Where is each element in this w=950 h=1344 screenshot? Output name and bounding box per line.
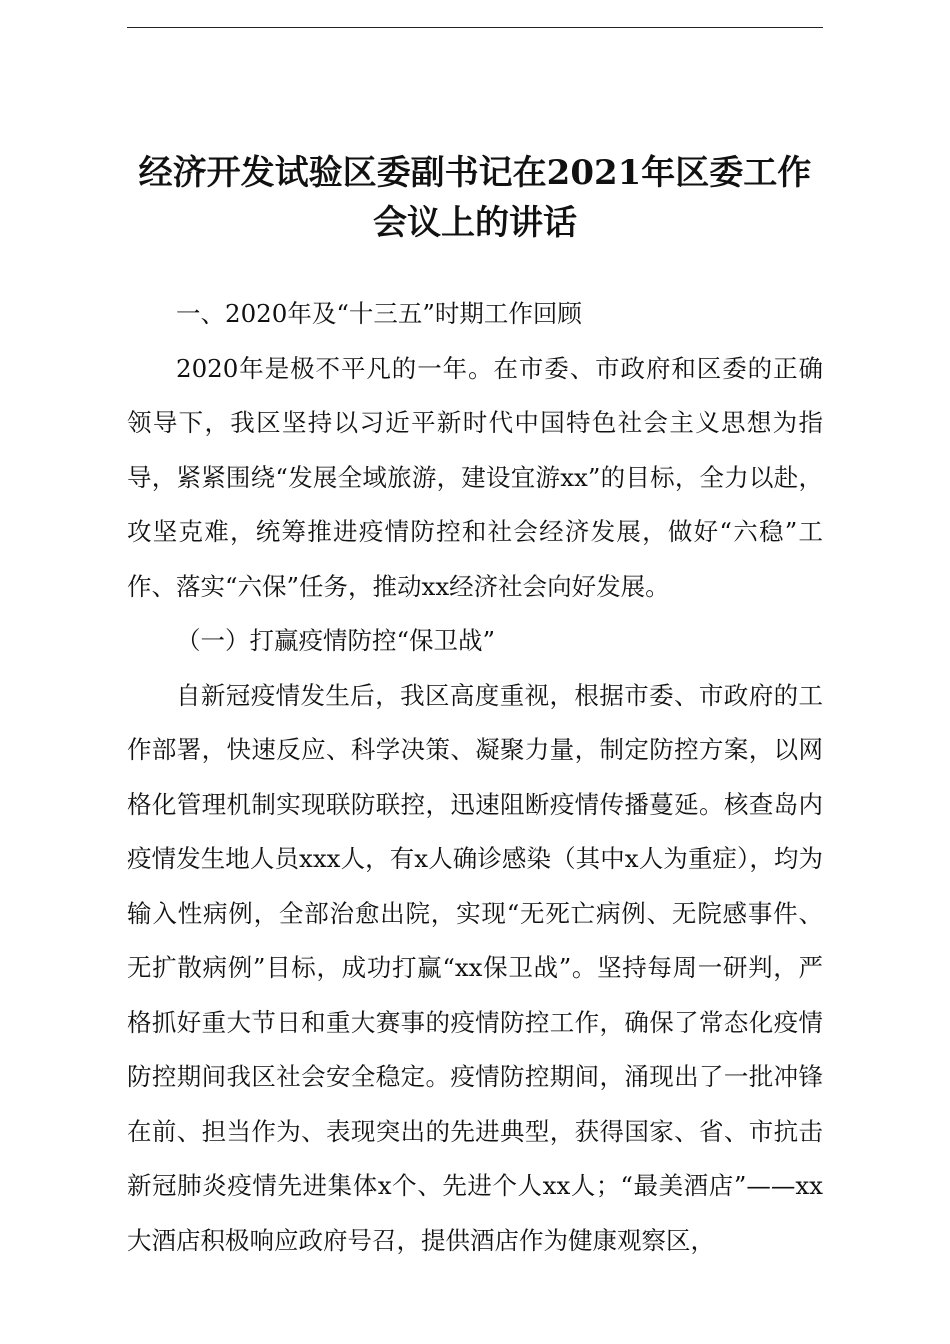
title-line-1: 经济开发试验区委副书记在2021年区委工作 <box>138 153 812 193</box>
paragraph: 2020年是极不平凡的一年。在市委、市政府和区委的正确领导下，我区坚持以习近平新时代中国特色社会主义思想为指导，紧紧围绕“发展全域旅游，建设宜游xx”的目标，全力以赴，攻坚克难，统筹推进疫情防控和社会经济发展，做好“六稳”工作、落实“六保”任务，推动xx经济社会向好发展。 <box>127 353 823 601</box>
title-line-2: 会议上的讲话 <box>373 203 577 243</box>
paragraph: 自新冠疫情发生后，我区高度重视，根据市委、市政府的工作部署，快速反应、科学决策、凝聚力量，制定防控方案，以网格化管理机制实现联防联控，迅速阻断疫情传播蔓延。核查岛内疫情发生地人员xxx人，有x人确诊感染（其中x人为重症），均为输入性病例，全部治愈出院，实现“无死亡病例、无院感事件、无扩散病例”目标，成功打赢“xx保卫战”。坚持每周一研判，严格抓好重大节日和重大赛事的疫情防控工作，确保了常态化疫情防控期间我区社会安全稳定。疫情防控期间，涌现出了一批冲锋在前、担当作为、表现突出的先进典型，获得国家、省、市抗击新冠肺炎疫情先进集体x个、先进个人xx人；“最美酒店”——xx大酒店积极响应政府号召，提供酒店作为健康观察区， <box>127 680 823 1255</box>
subsection-heading: （一）打赢疫情防控“保卫战” <box>176 626 496 655</box>
header-rule <box>127 27 823 28</box>
document-body <box>127 287 823 1268</box>
document-title <box>110 148 840 248</box>
section-heading: 一、2020年及“十三五”时期工作回顾 <box>176 299 582 328</box>
